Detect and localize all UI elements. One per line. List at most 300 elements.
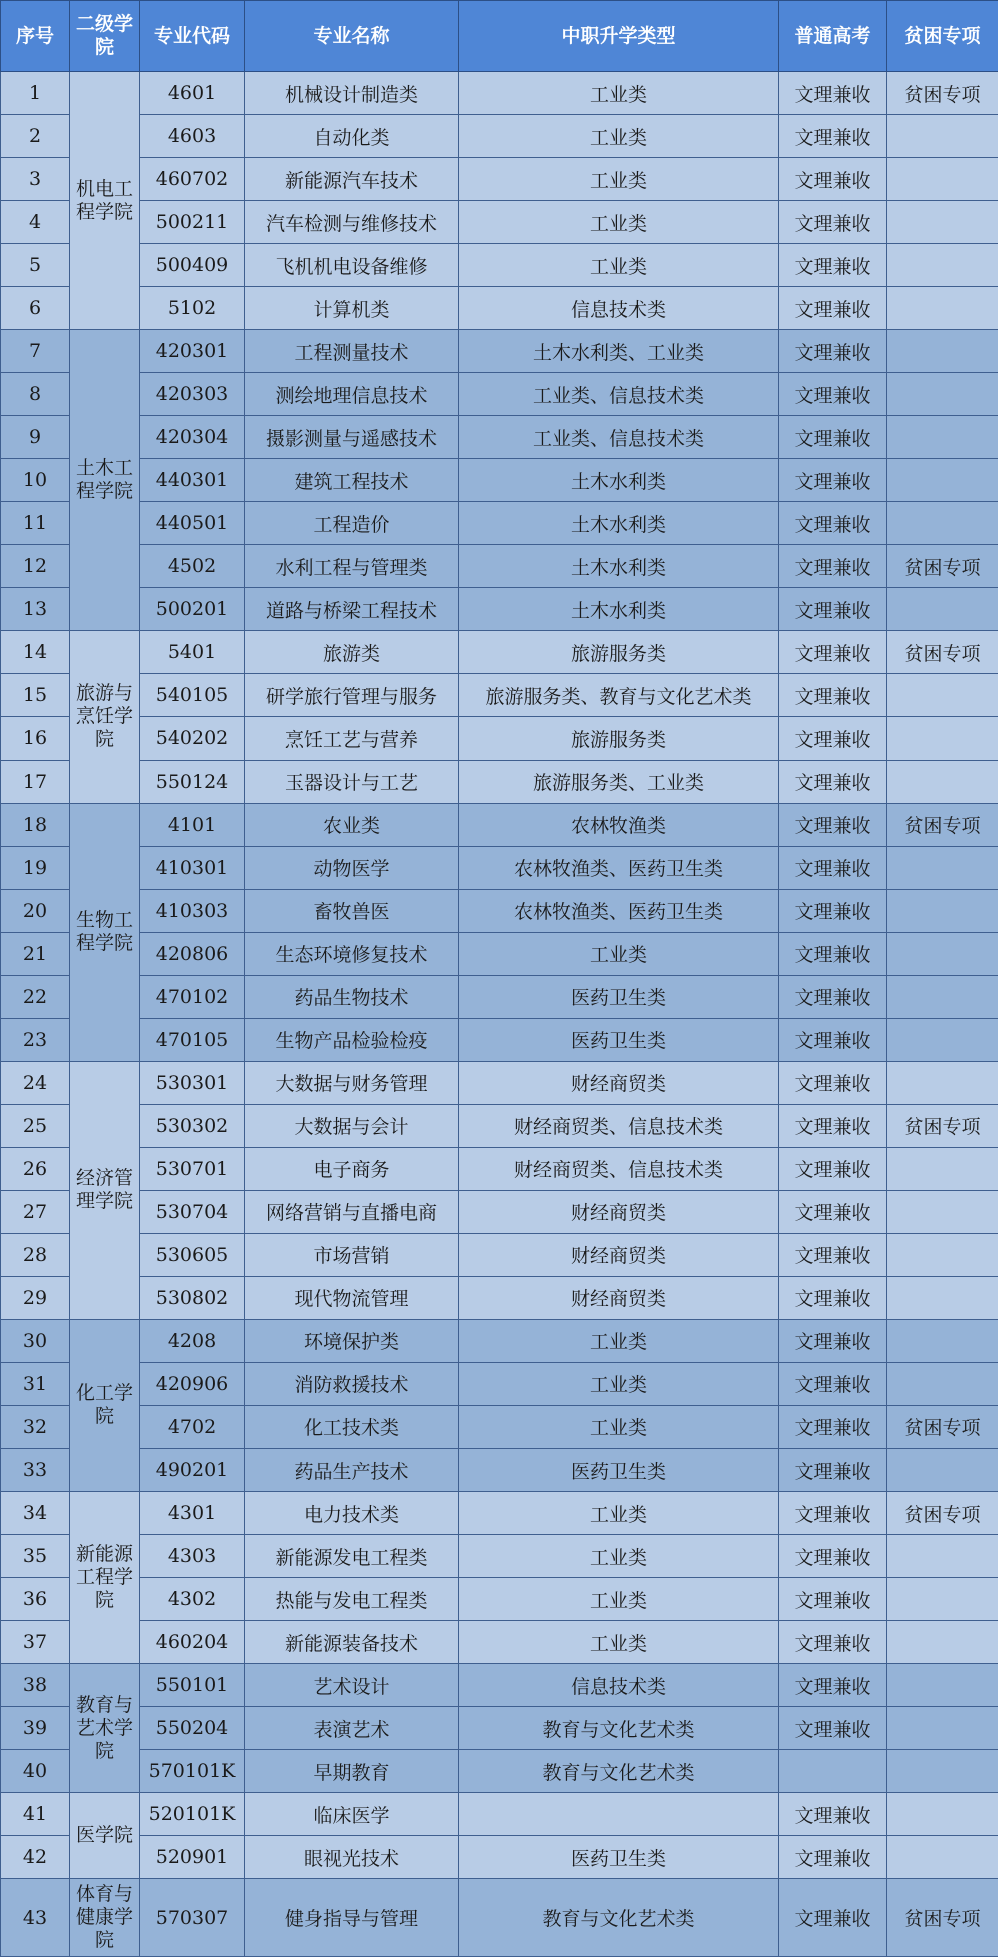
major-code-cell: 5102 (140, 287, 245, 330)
table-row (1, 1104, 998, 1147)
gaokao-cell: 文理兼收 (779, 760, 887, 803)
gaokao-cell: 文理兼收 (779, 803, 887, 846)
row-number-cell: 32 (1, 1405, 70, 1448)
major-name-cell: 健身指导与管理 (245, 1879, 459, 1957)
gaokao-cell: 文理兼收 (779, 1621, 887, 1664)
table-row (1, 1836, 998, 1879)
table-row (1, 1147, 998, 1190)
table-row (1, 1621, 998, 1664)
major-name-cell: 临床医学 (245, 1793, 459, 1836)
major-code-cell: 500409 (140, 244, 245, 287)
poverty-cell (887, 287, 998, 330)
poverty-cell (887, 717, 998, 760)
major-code-cell: 550101 (140, 1664, 245, 1707)
major-name-cell: 动物医学 (245, 846, 459, 889)
major-code-cell: 530301 (140, 1061, 245, 1104)
major-name-cell: 表演艺术 (245, 1707, 459, 1750)
major-name-cell: 畜牧兽医 (245, 889, 459, 932)
gaokao-cell: 文理兼收 (779, 1147, 887, 1190)
table-row (1, 975, 998, 1018)
poverty-cell (887, 889, 998, 932)
major-code-cell: 570307 (140, 1879, 245, 1957)
major-name-cell: 环境保护类 (245, 1319, 459, 1362)
gaokao-cell: 文理兼收 (779, 588, 887, 631)
poverty-cell (887, 1233, 998, 1276)
poverty-cell (887, 588, 998, 631)
gaokao-cell: 文理兼收 (779, 72, 887, 115)
row-number-cell: 10 (1, 459, 70, 502)
poverty-cell: 贫困专项 (887, 1104, 998, 1147)
gaokao-cell: 文理兼收 (779, 1879, 887, 1957)
college-cell: 教育与艺术学院 (70, 1664, 140, 1793)
major-code-cell: 530302 (140, 1104, 245, 1147)
major-code-cell: 530704 (140, 1190, 245, 1233)
vocational-type-cell: 财经商贸类 (459, 1061, 779, 1104)
poverty-cell (887, 1147, 998, 1190)
gaokao-cell: 文理兼收 (779, 330, 887, 373)
vocational-type-cell: 农林牧渔类 (459, 803, 779, 846)
major-code-cell: 530802 (140, 1276, 245, 1319)
college-cell: 土木工程学院 (70, 330, 140, 631)
row-number-cell: 15 (1, 674, 70, 717)
major-code-cell: 570101K (140, 1750, 245, 1793)
major-code-cell: 470105 (140, 1018, 245, 1061)
major-code-cell: 530605 (140, 1233, 245, 1276)
vocational-type-cell: 工业类、信息技术类 (459, 373, 779, 416)
major-name-cell: 烹饪工艺与营养 (245, 717, 459, 760)
major-code-cell: 4303 (140, 1535, 245, 1578)
major-name-cell: 农业类 (245, 803, 459, 846)
poverty-cell (887, 115, 998, 158)
major-name-cell: 自动化类 (245, 115, 459, 158)
poverty-cell (887, 373, 998, 416)
table-row (1, 1190, 998, 1233)
table-row (1, 330, 998, 373)
vocational-type-cell: 工业类 (459, 1621, 779, 1664)
vocational-type-cell: 工业类 (459, 1492, 779, 1535)
poverty-cell: 贫困专项 (887, 803, 998, 846)
major-name-cell: 热能与发电工程类 (245, 1578, 459, 1621)
major-code-cell: 540202 (140, 717, 245, 760)
gaokao-cell: 文理兼收 (779, 889, 887, 932)
vocational-type-cell: 工业类 (459, 244, 779, 287)
table-row (1, 1664, 998, 1707)
table-row (1, 373, 998, 416)
vocational-type-cell: 财经商贸类、信息技术类 (459, 1104, 779, 1147)
table-row (1, 244, 998, 287)
poverty-cell (887, 1190, 998, 1233)
poverty-cell (887, 244, 998, 287)
row-number-cell: 11 (1, 502, 70, 545)
row-number-cell: 37 (1, 1621, 70, 1664)
gaokao-cell: 文理兼收 (779, 1535, 887, 1578)
row-number-cell: 8 (1, 373, 70, 416)
poverty-cell (887, 760, 998, 803)
vocational-type-cell: 信息技术类 (459, 287, 779, 330)
vocational-type-cell: 教育与文化艺术类 (459, 1707, 779, 1750)
vocational-type-cell: 旅游服务类、教育与文化艺术类 (459, 674, 779, 717)
major-name-cell: 工程造价 (245, 502, 459, 545)
gaokao-cell: 文理兼收 (779, 1405, 887, 1448)
row-number-cell: 25 (1, 1104, 70, 1147)
vocational-type-cell: 农林牧渔类、医药卫生类 (459, 889, 779, 932)
vocational-type-cell: 工业类 (459, 1319, 779, 1362)
poverty-cell (887, 1578, 998, 1621)
gaokao-cell: 文理兼收 (779, 1664, 887, 1707)
major-code-cell: 460204 (140, 1621, 245, 1664)
table-row (1, 1793, 998, 1836)
poverty-cell (887, 158, 998, 201)
table-row (1, 932, 998, 975)
table-row (1, 588, 998, 631)
table-row (1, 1535, 998, 1578)
table-row (1, 1405, 998, 1448)
table-row (1, 1578, 998, 1621)
table-row (1, 158, 998, 201)
poverty-cell (887, 201, 998, 244)
major-name-cell: 旅游类 (245, 631, 459, 674)
vocational-type-cell: 工业类 (459, 932, 779, 975)
college-cell: 新能源工程学院 (70, 1492, 140, 1664)
major-name-cell: 大数据与会计 (245, 1104, 459, 1147)
major-code-cell: 550204 (140, 1707, 245, 1750)
major-name-cell: 市场营销 (245, 1233, 459, 1276)
table-row (1, 760, 998, 803)
gaokao-cell: 文理兼收 (779, 502, 887, 545)
row-number-cell: 39 (1, 1707, 70, 1750)
gaokao-cell: 文理兼收 (779, 1836, 887, 1879)
gaokao-cell: 文理兼收 (779, 1190, 887, 1233)
table-row (1, 459, 998, 502)
poverty-cell (887, 502, 998, 545)
vocational-type-cell: 土木水利类、工业类 (459, 330, 779, 373)
major-name-cell: 新能源汽车技术 (245, 158, 459, 201)
major-name-cell: 化工技术类 (245, 1405, 459, 1448)
vocational-type-cell: 工业类 (459, 1578, 779, 1621)
major-code-cell: 460702 (140, 158, 245, 201)
major-name-cell: 飞机机电设备维修 (245, 244, 459, 287)
major-name-cell: 电子商务 (245, 1147, 459, 1190)
row-number-cell: 31 (1, 1362, 70, 1405)
row-number-cell: 22 (1, 975, 70, 1018)
header-gaokao: 普通高考 (779, 1, 887, 72)
poverty-cell (887, 1793, 998, 1836)
gaokao-cell: 文理兼收 (779, 975, 887, 1018)
poverty-cell (887, 1664, 998, 1707)
gaokao-cell: 文理兼收 (779, 158, 887, 201)
gaokao-cell: 文理兼收 (779, 846, 887, 889)
major-name-cell: 早期教育 (245, 1750, 459, 1793)
gaokao-cell: 文理兼收 (779, 1233, 887, 1276)
gaokao-cell: 文理兼收 (779, 1104, 887, 1147)
vocational-type-cell: 工业类、信息技术类 (459, 416, 779, 459)
gaokao-cell: 文理兼收 (779, 1492, 887, 1535)
major-name-cell: 网络营销与直播电商 (245, 1190, 459, 1233)
college-cell: 机电工程学院 (70, 72, 140, 330)
table-row (1, 1276, 998, 1319)
major-code-cell: 540105 (140, 674, 245, 717)
major-name-cell: 研学旅行管理与服务 (245, 674, 459, 717)
table-row (1, 1233, 998, 1276)
row-number-cell: 9 (1, 416, 70, 459)
major-code-cell: 420303 (140, 373, 245, 416)
poverty-cell (887, 416, 998, 459)
gaokao-cell: 文理兼收 (779, 1061, 887, 1104)
row-number-cell: 27 (1, 1190, 70, 1233)
vocational-type-cell: 工业类 (459, 72, 779, 115)
major-name-cell: 生物产品检验检疫 (245, 1018, 459, 1061)
table-row (1, 502, 998, 545)
vocational-type-cell: 工业类 (459, 115, 779, 158)
header-major: 专业名称 (245, 1, 459, 72)
poverty-cell: 贫困专项 (887, 631, 998, 674)
table-row (1, 889, 998, 932)
major-name-cell: 生态环境修复技术 (245, 932, 459, 975)
major-name-cell: 新能源装备技术 (245, 1621, 459, 1664)
gaokao-cell: 文理兼收 (779, 631, 887, 674)
vocational-type-cell: 土木水利类 (459, 545, 779, 588)
gaokao-cell: 文理兼收 (779, 1793, 887, 1836)
table-row (1, 1319, 998, 1362)
row-number-cell: 7 (1, 330, 70, 373)
gaokao-cell: 文理兼收 (779, 674, 887, 717)
major-code-cell: 4603 (140, 115, 245, 158)
major-code-cell: 4502 (140, 545, 245, 588)
major-code-cell: 440301 (140, 459, 245, 502)
vocational-type-cell: 医药卫生类 (459, 1836, 779, 1879)
poverty-cell (887, 846, 998, 889)
vocational-type-cell: 农林牧渔类、医药卫生类 (459, 846, 779, 889)
poverty-cell: 贫困专项 (887, 1879, 998, 1957)
major-name-cell: 道路与桥梁工程技术 (245, 588, 459, 631)
poverty-cell: 贫困专项 (887, 1405, 998, 1448)
header-vocational: 中职升学类型 (459, 1, 779, 72)
gaokao-cell: 文理兼收 (779, 459, 887, 502)
row-number-cell: 33 (1, 1449, 70, 1492)
major-name-cell: 机械设计制造类 (245, 72, 459, 115)
major-code-cell: 420304 (140, 416, 245, 459)
poverty-cell (887, 975, 998, 1018)
row-number-cell: 43 (1, 1879, 70, 1957)
table-row (1, 674, 998, 717)
major-code-cell: 4601 (140, 72, 245, 115)
row-number-cell: 1 (1, 72, 70, 115)
vocational-type-cell: 医药卫生类 (459, 975, 779, 1018)
gaokao-cell: 文理兼收 (779, 416, 887, 459)
row-number-cell: 18 (1, 803, 70, 846)
major-code-cell: 5401 (140, 631, 245, 674)
row-number-cell: 5 (1, 244, 70, 287)
poverty-cell (887, 1319, 998, 1362)
college-cell: 经济管理学院 (70, 1061, 140, 1319)
header-poverty: 贫困专项 (887, 1, 998, 72)
vocational-type-cell: 工业类 (459, 158, 779, 201)
vocational-type-cell: 土木水利类 (459, 502, 779, 545)
table-row (1, 545, 998, 588)
major-name-cell: 艺术设计 (245, 1664, 459, 1707)
poverty-cell (887, 1018, 998, 1061)
major-code-cell: 520101K (140, 1793, 245, 1836)
row-number-cell: 4 (1, 201, 70, 244)
poverty-cell (887, 1362, 998, 1405)
major-name-cell: 工程测量技术 (245, 330, 459, 373)
vocational-type-cell: 旅游服务类 (459, 717, 779, 760)
gaokao-cell: 文理兼收 (779, 1578, 887, 1621)
vocational-type-cell: 财经商贸类、信息技术类 (459, 1147, 779, 1190)
gaokao-cell: 文理兼收 (779, 373, 887, 416)
row-number-cell: 34 (1, 1492, 70, 1535)
major-name-cell: 计算机类 (245, 287, 459, 330)
vocational-type-cell: 工业类 (459, 201, 779, 244)
table-row (1, 1750, 998, 1793)
major-code-cell: 490201 (140, 1449, 245, 1492)
vocational-type-cell (459, 1793, 779, 1836)
row-number-cell: 13 (1, 588, 70, 631)
row-number-cell: 30 (1, 1319, 70, 1362)
table-row (1, 1449, 998, 1492)
poverty-cell (887, 932, 998, 975)
major-name-cell: 眼视光技术 (245, 1836, 459, 1879)
gaokao-cell: 文理兼收 (779, 201, 887, 244)
table-row (1, 803, 998, 846)
row-number-cell: 42 (1, 1836, 70, 1879)
poverty-cell (887, 1276, 998, 1319)
major-code-cell: 420906 (140, 1362, 245, 1405)
vocational-type-cell: 医药卫生类 (459, 1449, 779, 1492)
row-number-cell: 19 (1, 846, 70, 889)
vocational-type-cell: 工业类 (459, 1405, 779, 1448)
major-name-cell: 大数据与财务管理 (245, 1061, 459, 1104)
college-cell: 化工学院 (70, 1319, 140, 1491)
major-name-cell: 玉器设计与工艺 (245, 760, 459, 803)
major-code-cell: 4702 (140, 1405, 245, 1448)
table-row (1, 115, 998, 158)
header-row (1, 1, 998, 72)
major-code-cell: 4101 (140, 803, 245, 846)
table-row (1, 72, 998, 115)
college-cell: 医学院 (70, 1793, 140, 1879)
vocational-type-cell: 财经商贸类 (459, 1233, 779, 1276)
vocational-type-cell: 医药卫生类 (459, 1018, 779, 1061)
row-number-cell: 41 (1, 1793, 70, 1836)
table-row (1, 201, 998, 244)
poverty-cell: 贫困专项 (887, 72, 998, 115)
major-code-cell: 500211 (140, 201, 245, 244)
college-cell: 体育与健康学院 (70, 1879, 140, 1957)
vocational-type-cell: 旅游服务类 (459, 631, 779, 674)
gaokao-cell: 文理兼收 (779, 932, 887, 975)
gaokao-cell: 文理兼收 (779, 287, 887, 330)
table-body (1, 72, 998, 1957)
table-row (1, 1707, 998, 1750)
vocational-type-cell: 教育与文化艺术类 (459, 1879, 779, 1957)
gaokao-cell: 文理兼收 (779, 1319, 887, 1362)
vocational-type-cell: 土木水利类 (459, 459, 779, 502)
vocational-type-cell: 财经商贸类 (459, 1276, 779, 1319)
vocational-type-cell: 工业类 (459, 1535, 779, 1578)
major-code-cell: 410303 (140, 889, 245, 932)
row-number-cell: 26 (1, 1147, 70, 1190)
gaokao-cell: 文理兼收 (779, 1276, 887, 1319)
row-number-cell: 38 (1, 1664, 70, 1707)
row-number-cell: 2 (1, 115, 70, 158)
table-row (1, 1879, 998, 1957)
gaokao-cell: 文理兼收 (779, 244, 887, 287)
table-row (1, 1362, 998, 1405)
major-name-cell: 水利工程与管理类 (245, 545, 459, 588)
row-number-cell: 20 (1, 889, 70, 932)
major-name-cell: 药品生物技术 (245, 975, 459, 1018)
vocational-type-cell: 信息技术类 (459, 1664, 779, 1707)
poverty-cell (887, 330, 998, 373)
table-row (1, 631, 998, 674)
poverty-cell (887, 1750, 998, 1793)
gaokao-cell: 文理兼收 (779, 115, 887, 158)
major-name-cell: 测绘地理信息技术 (245, 373, 459, 416)
table-row (1, 416, 998, 459)
college-cell: 旅游与烹饪学院 (70, 631, 140, 803)
row-number-cell: 29 (1, 1276, 70, 1319)
major-name-cell: 摄影测量与遥感技术 (245, 416, 459, 459)
row-number-cell: 24 (1, 1061, 70, 1104)
gaokao-cell: 文理兼收 (779, 1707, 887, 1750)
major-name-cell: 电力技术类 (245, 1492, 459, 1535)
poverty-cell (887, 459, 998, 502)
row-number-cell: 35 (1, 1535, 70, 1578)
major-code-cell: 470102 (140, 975, 245, 1018)
vocational-type-cell: 旅游服务类、工业类 (459, 760, 779, 803)
major-code-cell: 420301 (140, 330, 245, 373)
major-code-cell: 440501 (140, 502, 245, 545)
major-name-cell: 汽车检测与维修技术 (245, 201, 459, 244)
gaokao-cell: 文理兼收 (779, 1449, 887, 1492)
vocational-type-cell: 工业类 (459, 1362, 779, 1405)
row-number-cell: 23 (1, 1018, 70, 1061)
college-cell: 生物工程学院 (70, 803, 140, 1061)
major-name-cell: 药品生产技术 (245, 1449, 459, 1492)
major-name-cell: 现代物流管理 (245, 1276, 459, 1319)
vocational-type-cell: 教育与文化艺术类 (459, 1750, 779, 1793)
table-row (1, 846, 998, 889)
major-code-cell: 4208 (140, 1319, 245, 1362)
header-college: 二级学院 (70, 1, 140, 72)
header-code: 专业代码 (140, 1, 245, 72)
row-number-cell: 6 (1, 287, 70, 330)
table-row (1, 717, 998, 760)
row-number-cell: 28 (1, 1233, 70, 1276)
major-code-cell: 4301 (140, 1492, 245, 1535)
major-name-cell: 消防救援技术 (245, 1362, 459, 1405)
table-row (1, 1018, 998, 1061)
major-code-cell: 550124 (140, 760, 245, 803)
major-code-cell: 420806 (140, 932, 245, 975)
vocational-type-cell: 土木水利类 (459, 588, 779, 631)
major-code-cell: 4302 (140, 1578, 245, 1621)
row-number-cell: 14 (1, 631, 70, 674)
gaokao-cell: 文理兼收 (779, 545, 887, 588)
major-name-cell: 建筑工程技术 (245, 459, 459, 502)
poverty-cell (887, 674, 998, 717)
gaokao-cell: 文理兼收 (779, 1018, 887, 1061)
row-number-cell: 17 (1, 760, 70, 803)
table-row (1, 287, 998, 330)
poverty-cell (887, 1061, 998, 1104)
row-number-cell: 40 (1, 1750, 70, 1793)
table-row (1, 1492, 998, 1535)
gaokao-cell: 文理兼收 (779, 717, 887, 760)
poverty-cell: 贫困专项 (887, 545, 998, 588)
vocational-type-cell: 财经商贸类 (459, 1190, 779, 1233)
